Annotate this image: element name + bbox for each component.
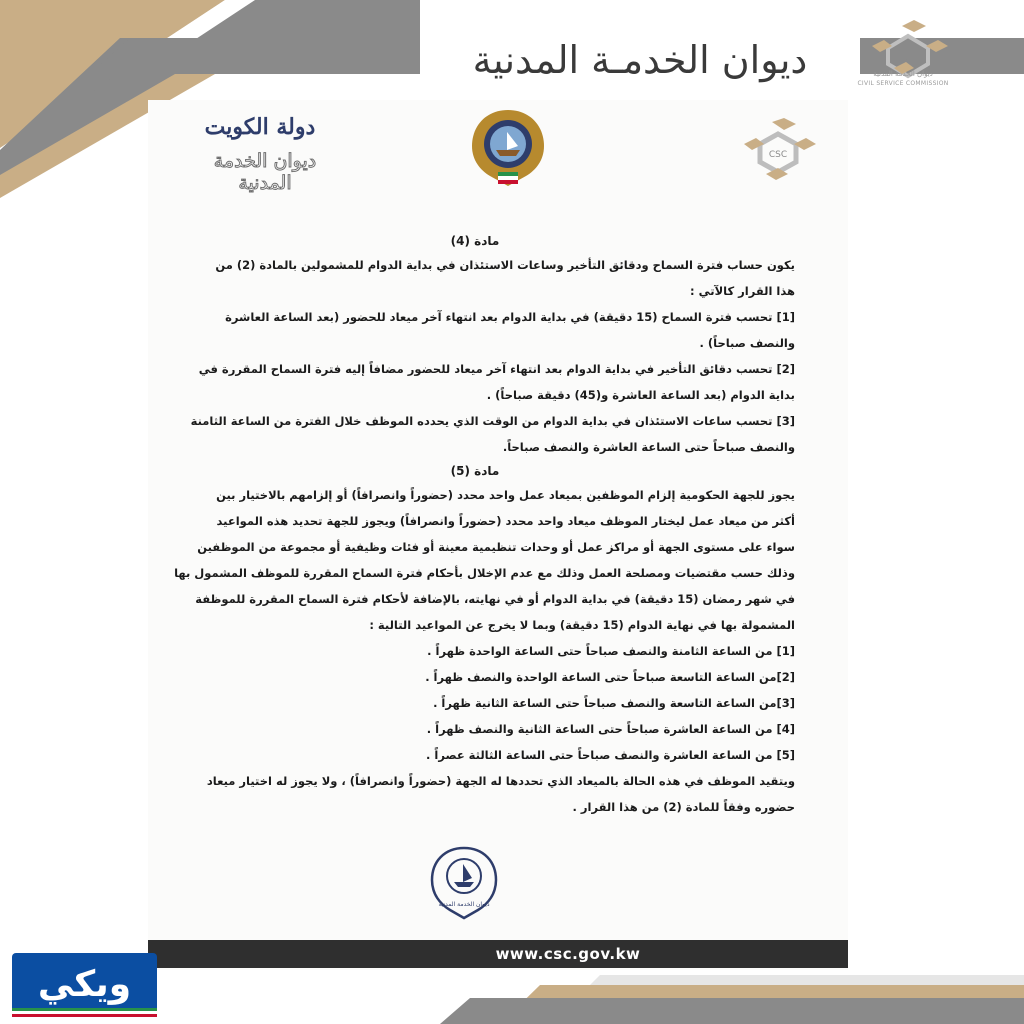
text-line: [1] تحسب فترة السماح (15 دقيقة) في بداية الدوام بعد انتهاء آخر ميعاد للحضور (بعد الساعة العاشرة — [225, 310, 795, 324]
brand-badge[interactable]: ويكي — [12, 953, 157, 1017]
brand-flag-stripe — [12, 1008, 157, 1017]
text-line: والنصف صباحاً) . — [699, 336, 795, 350]
text-line: سواء على مستوى الجهة أو مراكز عمل أو وحدات تنظيمية معينة أو فئات وظيفية أو مجموعة من الموظفين — [197, 540, 795, 554]
text-line: يكون حساب فترة السماح ودقائق التأخير وساعات الاستئذان في بداية الدوام للمشمولين بالمادة (2) من — [215, 258, 795, 272]
commission-seal-icon — [422, 842, 506, 926]
text-line: يجوز للجهة الحكومية إلزام الموظفين بميعاد عمل واحد محدد (حضوراً وانصرافاً) أو إلزامهم بالاختيار بين — [216, 488, 795, 502]
text-line: [4] من الساعة العاشرة صباحاً حتى الساعة الثانية والنصف ظهراً . — [426, 722, 795, 736]
text-line: [1] من الساعة الثامنة والنصف صباحاً حتى الساعة الواحدة ظهراً . — [427, 644, 795, 658]
svg-text:CSC: CSC — [768, 150, 788, 160]
text-line: وذلك حسب مقتضيات ومصلحة العمل وذلك مع عدم الإخلال بأحكام فترة السماح المقررة للموظف المشمول بها — [174, 566, 795, 580]
seal-caption: ديوان الخدمة المدنية — [438, 901, 490, 908]
text-line: في شهر رمضان (15 دقيقة) في بداية الدوام أو في نهايته، بالإضافة لأحكام فترة السماح المقررة للموظفة — [195, 592, 795, 606]
logo-caption-ar: ديوان الخدمة المدنية — [873, 70, 933, 78]
text-line: ويتقيد الموظف في هذه الحالة بالميعاد الذي تحددها له الجهة (حضوراً وانصرافاً) ، ولا يجوز له اختيار ميعاد — [206, 774, 795, 788]
document-body — [155, 230, 795, 820]
text-line: والنصف صباحاً حتى الساعة العاشرة والنصف صباحاً. — [502, 440, 795, 454]
svg-text:CSC: CSC — [898, 53, 918, 63]
text-line: حضوره وفقاً للمادة (2) من هذا القرار . — [572, 800, 795, 814]
text-line: [3] تحسب ساعات الاستئذان في بداية الدوام من الوقت الذي يحدده الموظف خلال الفترة من الساعة الثامنة — [190, 414, 795, 428]
text-line: هذا القرار كالآتي : — [690, 284, 795, 298]
text-line: [5] من الساعة العاشرة والنصف صباحاً حتى الساعة الثالثة عصراً . — [426, 748, 795, 762]
footer-url[interactable]: www.csc.gov.kw — [495, 945, 641, 963]
header-title: ديوان الخدمـة المدنية — [472, 38, 808, 82]
csc-badge-icon — [736, 118, 820, 190]
state-name: دولة الكويت — [204, 114, 316, 140]
article-title: مادة (4) — [450, 234, 500, 248]
text-line: بداية الدوام (بعد الساعة العاشرة و(45) دقيقة صباحاً) . — [486, 388, 795, 402]
text-line: [2] تحسب دقائق التأخير في بداية الدوام بعد انتهاء آخر ميعاد للحضور مضافاً إليه فترة السماح المقررة في — [198, 362, 795, 376]
commission-name: ديوان الخدمة المدنية — [213, 150, 317, 194]
text-line: أكثر من ميعاد عمل ليختار الموظف ميعاد واحد محدد (حضوراً وانصرافاً) ويجوز للجهة تحديد هذه المواعيد — [216, 514, 795, 528]
logo-caption-en: CIVIL SERVICE COMMISSION — [857, 80, 949, 87]
text-line: [3]من الساعة التاسعة والنصف صباحاً حتى الساعة الثانية ظهراً . — [433, 696, 795, 710]
kuwait-emblem-icon — [466, 106, 550, 190]
text-line: المشمولة بها في نهاية الدوام (15 دقيقة) وبما لا يخرج عن المواعيد التالية : — [369, 618, 795, 632]
article-title: مادة (5) — [450, 464, 500, 478]
text-line: [2]من الساعة التاسعة صباحاً حتى الساعة الواحدة والنصف ظهراً . — [425, 670, 795, 684]
